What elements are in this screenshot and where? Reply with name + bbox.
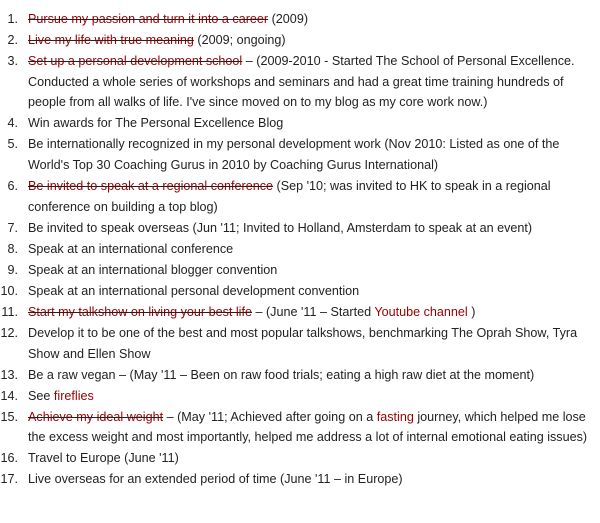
item-text: Develop it to be one of the best and most popular talkshows, benchmarking The Oprah Show, Tyra Show and Ellen Show <box>28 325 578 361</box>
item-body <box>28 176 596 217</box>
item-body <box>28 113 596 134</box>
item-text-after: journey, which helped me lose the excess weight and most importantly, helped me address a lot of internal emotional eating issues) <box>28 409 588 445</box>
list-item <box>0 260 596 281</box>
item-body <box>28 448 596 469</box>
item-number: 12. <box>0 325 18 340</box>
item-body <box>28 365 596 386</box>
item-text: Win awards for The Personal Excellence Blog <box>28 116 284 131</box>
list-item <box>0 134 596 175</box>
item-number: 16. <box>0 451 18 466</box>
item-text: – (June '11 – Started <box>251 304 375 319</box>
list-item <box>0 407 596 448</box>
completed-goal-text: Achieve my ideal weight <box>28 409 164 424</box>
item-text: – (May '11; Achieved after going on a <box>163 409 377 424</box>
item-body <box>28 218 596 239</box>
item-number: 3. <box>7 54 18 68</box>
list-item <box>0 51 596 113</box>
item-text: (Sep '10; was invited to HK to speak in a regional conference on building a top blog) <box>28 179 551 214</box>
item-body <box>28 30 596 51</box>
list-item <box>0 30 596 51</box>
list-item <box>0 448 596 469</box>
list-item <box>0 469 596 490</box>
item-number: 15. <box>0 409 18 424</box>
list-item <box>0 302 596 323</box>
list-item <box>0 9 596 30</box>
completed-goal-text: Start my talkshow on living your best life <box>28 304 252 319</box>
item-number: 13. <box>0 367 18 382</box>
item-text: Be internationally recognized in my personal development work (Nov 2010: Listed as one of the World's Top 30 Coaching Gurus in 2010 by Coaching Gurus International) <box>28 137 560 173</box>
item-body <box>28 281 596 302</box>
completed-goal-text: Live my life with true meaning <box>28 33 194 47</box>
item-text: Live overseas for an extended period of time (June '11 – in Europe) <box>28 472 403 487</box>
item-text: Speak at an international personal development convention <box>28 283 360 298</box>
item-number: 1. <box>7 12 18 26</box>
fireflies-link[interactable]: fireflies <box>53 388 94 403</box>
item-text: (2009) <box>268 12 309 26</box>
item-number: 5. <box>7 137 18 152</box>
item-number: 4. <box>7 116 18 131</box>
item-number: 11. <box>1 304 18 319</box>
item-number: 7. <box>7 220 18 235</box>
completed-goal-text: Pursue my passion and turn it into a career <box>28 12 269 26</box>
item-text: Be a raw vegan – (May '11 – Been on raw food trials; eating a high raw diet at the moment) <box>28 367 535 382</box>
item-body <box>28 51 596 113</box>
list-item <box>0 239 596 260</box>
item-text: Travel to Europe (June '11) <box>28 451 179 466</box>
list-item <box>0 113 596 134</box>
list-item <box>0 218 596 239</box>
item-body <box>28 134 596 175</box>
item-body <box>28 386 596 407</box>
item-number: 17. <box>0 472 18 487</box>
item-number: 14. <box>0 388 18 403</box>
item-number: 6. <box>7 179 18 194</box>
list-item <box>0 386 596 407</box>
list-item <box>0 176 596 217</box>
item-text: Speak at an international blogger convention <box>28 262 278 277</box>
list-item <box>0 281 596 302</box>
item-body <box>28 9 596 30</box>
list-item <box>0 323 596 364</box>
item-number: 10. <box>0 283 18 298</box>
completed-goal-text: Set up a personal development school <box>28 54 243 68</box>
item-text: – (2009-2010 - Started The School of Personal Excellence. Conducted a whole series of workshops and seminars and had a great time training hundreds of people from all walks of life. I've since moved on to my blog as my core work now.) <box>28 54 575 110</box>
fasting-link[interactable]: fasting <box>376 409 414 424</box>
completed-goal-text: Be invited to speak at a regional conference <box>28 179 274 194</box>
item-number: 9. <box>7 262 18 277</box>
list-item <box>0 365 596 386</box>
item-text: Speak at an international conference <box>28 241 234 256</box>
item-body <box>28 260 596 281</box>
item-text: Be invited to speak overseas (Jun '11; Invited to Holland, Amsterdam to speak at an event) <box>28 220 533 235</box>
item-body <box>28 407 596 448</box>
item-body <box>28 239 596 260</box>
item-body <box>28 302 596 323</box>
youtube-channel-link[interactable]: Youtube channel <box>374 304 468 319</box>
item-text: See <box>28 388 54 403</box>
item-text-after: ) <box>467 304 476 319</box>
item-body <box>28 469 596 490</box>
item-number: 2. <box>7 33 18 47</box>
item-number: 8. <box>7 241 18 256</box>
item-body <box>28 323 596 364</box>
item-text: (2009; ongoing) <box>193 33 286 47</box>
